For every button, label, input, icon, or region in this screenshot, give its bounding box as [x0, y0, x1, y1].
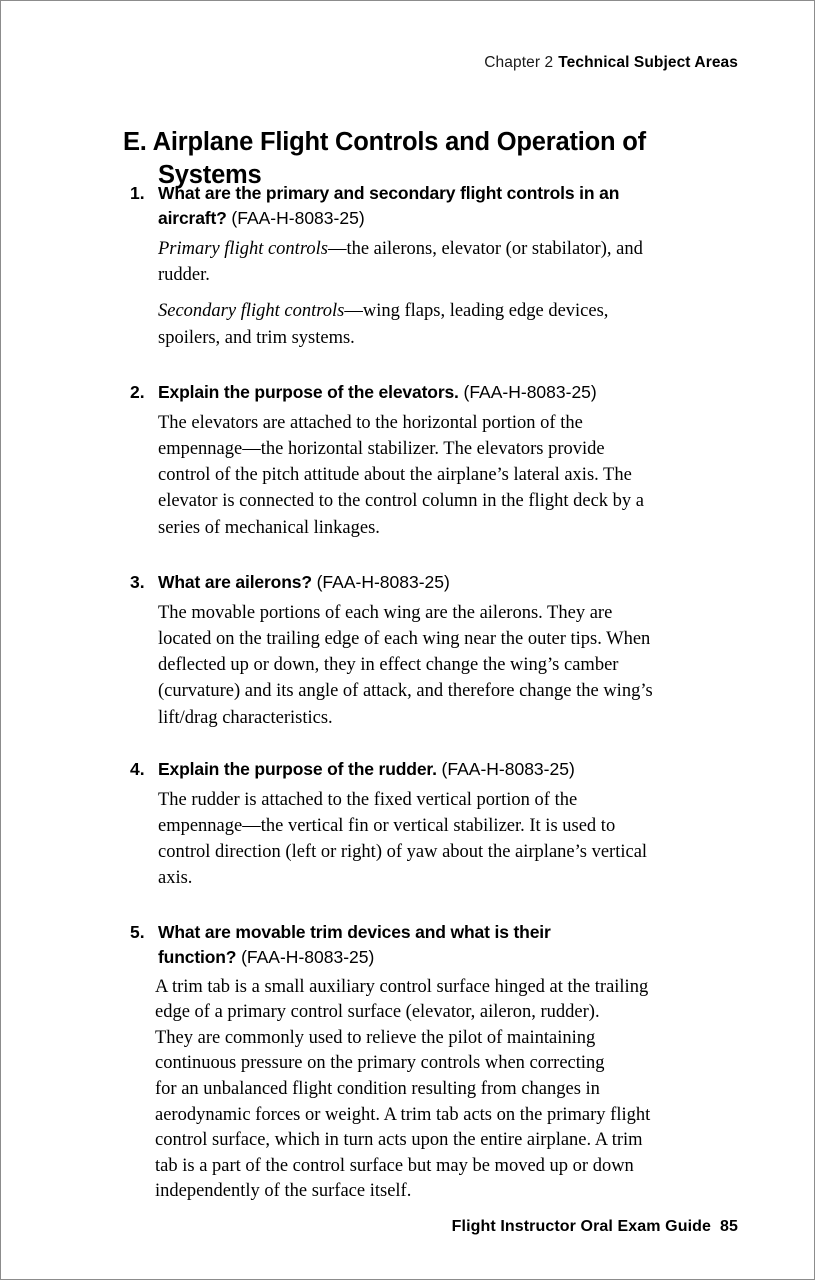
answer-2-line-1: The elevators are attached to the horizontal portion of the	[158, 412, 583, 433]
answer-3-line-5: lift/drag characteristics.	[158, 707, 333, 728]
spacer	[1, 731, 815, 757]
question-text-4	[158, 757, 744, 782]
qa-item-2	[1, 380, 815, 541]
answer-text-1a	[158, 236, 744, 288]
answer-term-secondary: Secondary flight controls	[158, 301, 345, 322]
answer-5-line-6: aerodynamic forces or weight. A trim tab acts on the primary flight	[155, 1104, 651, 1125]
answer-3-line-1: The movable portions of each wing are the ailerons. They are	[158, 602, 613, 623]
answer-5-line-9: independently of the surface itself.	[155, 1181, 412, 1202]
question-text-3	[158, 570, 744, 595]
answer-3-line-3: deflected up or down, they in effect change the wing’s camber	[158, 655, 619, 676]
question-text-5	[158, 920, 744, 970]
answer-4-line-3: control direction (left or right) of yaw about the airplane’s vertical	[158, 842, 648, 863]
answer-4-line-4: axis.	[158, 868, 193, 889]
answer-4-line-1: The rudder is attached to the fixed vertical portion of the	[158, 789, 578, 810]
question-line-5b: function?	[158, 946, 237, 967]
answer-3-line-4: (curvature) and its angle of attack, and therefore change the wing’s	[158, 681, 653, 702]
answer-2-line-2: empennage—the horizontal stabilizer. The elevators provide	[158, 439, 605, 460]
spacer	[1, 541, 815, 570]
footer-book-title: Flight Instructor Oral Exam Guide	[451, 1218, 711, 1235]
answer-5-line-7: control surface, which in turn acts upon the entire airplane. A trim	[155, 1130, 643, 1151]
answer-5-line-3: They are commonly used to relieve the pilot of maintaining	[155, 1027, 596, 1048]
running-head-chapter-label: Chapter 2	[484, 54, 554, 71]
question-reference-1: (FAA-H-8083-25)	[231, 208, 365, 228]
question-line-3a: What are ailerons?	[158, 571, 312, 592]
question-line-5a: What are movable trim devices and what is their	[158, 921, 551, 942]
answer-1a-line-2: rudder.	[158, 265, 210, 286]
question-line-4a: Explain the purpose of the rudder.	[158, 758, 437, 779]
answer-1b-line-2: spoilers, and trim systems.	[158, 327, 355, 348]
qa-item-4	[1, 757, 815, 892]
footer-page-number: 85	[720, 1218, 738, 1235]
answer-5-line-2: edge of a primary control surface (elevator, aileron, rudder).	[155, 1002, 600, 1023]
answer-5-line-4: continuous pressure on the primary controls when correcting	[155, 1053, 605, 1074]
answer-text-1b	[158, 298, 744, 350]
question-text-1	[158, 181, 744, 231]
qa-item-1	[1, 181, 815, 351]
answer-3-line-2: located on the trailing edge of each wing near the outer tips. When	[158, 629, 651, 650]
qa-list	[1, 181, 815, 1205]
running-head	[484, 54, 738, 72]
answer-text-3	[158, 600, 744, 731]
spacer	[1, 351, 815, 380]
question-number-1: 1.	[130, 183, 145, 203]
answer-2-line-5: series of mechanical linkages.	[158, 517, 380, 538]
question-reference-2: (FAA-H-8083-25)	[463, 381, 597, 402]
qa-item-3	[1, 570, 815, 731]
question-number-3: 3.	[130, 571, 145, 592]
question-number-5: 5.	[130, 921, 145, 942]
question-text-2	[158, 380, 744, 405]
running-head-chapter-title: Technical Subject Areas	[558, 54, 738, 71]
qa-item-5	[1, 920, 815, 1205]
answer-5-line-8: tab is a part of the control surface but may be moved up or down	[155, 1155, 634, 1176]
question-reference-5: (FAA-H-8083-25)	[241, 946, 375, 967]
question-number-4: 4.	[130, 758, 145, 779]
section-heading-line-1: E. Airplane Flight Controls and Operation of	[123, 128, 646, 157]
question-line-1a: What are the primary and secondary flight controls in an	[158, 183, 620, 203]
section-heading-line-2: Systems	[158, 161, 262, 190]
answer-text-5	[155, 975, 748, 1205]
answer-text-2	[158, 410, 744, 541]
question-reference-3: (FAA-H-8083-25)	[316, 571, 450, 592]
answer-term-primary: Primary flight controls	[158, 239, 328, 259]
answer-5-line-5: for an unbalanced flight condition resulting from changes in	[155, 1079, 600, 1100]
question-number-2: 2.	[130, 381, 145, 402]
answer-5-line-1: A trim tab is a small auxiliary control surface hinged at the trailing	[155, 976, 649, 997]
question-reference-4: (FAA-H-8083-25)	[441, 758, 575, 779]
question-line-1b: aircraft?	[158, 208, 227, 228]
answer-4-line-2: empennage—the vertical fin or vertical stabilizer. It is used to	[158, 816, 616, 837]
answer-1a-line-1: —the ailerons, elevator (or stabilator), and	[327, 239, 643, 259]
question-line-2a: Explain the purpose of the elevators.	[158, 381, 459, 402]
answer-2-line-4: elevator is connected to the control column in the flight deck by a	[158, 491, 644, 512]
answer-1b-line-1: —wing flaps, leading edge devices,	[344, 301, 609, 322]
answer-2-line-3: control of the pitch attitude about the airplane’s lateral axis. The	[158, 465, 632, 486]
answer-text-4	[158, 787, 744, 892]
spacer	[1, 892, 815, 920]
page-footer	[452, 1218, 738, 1236]
